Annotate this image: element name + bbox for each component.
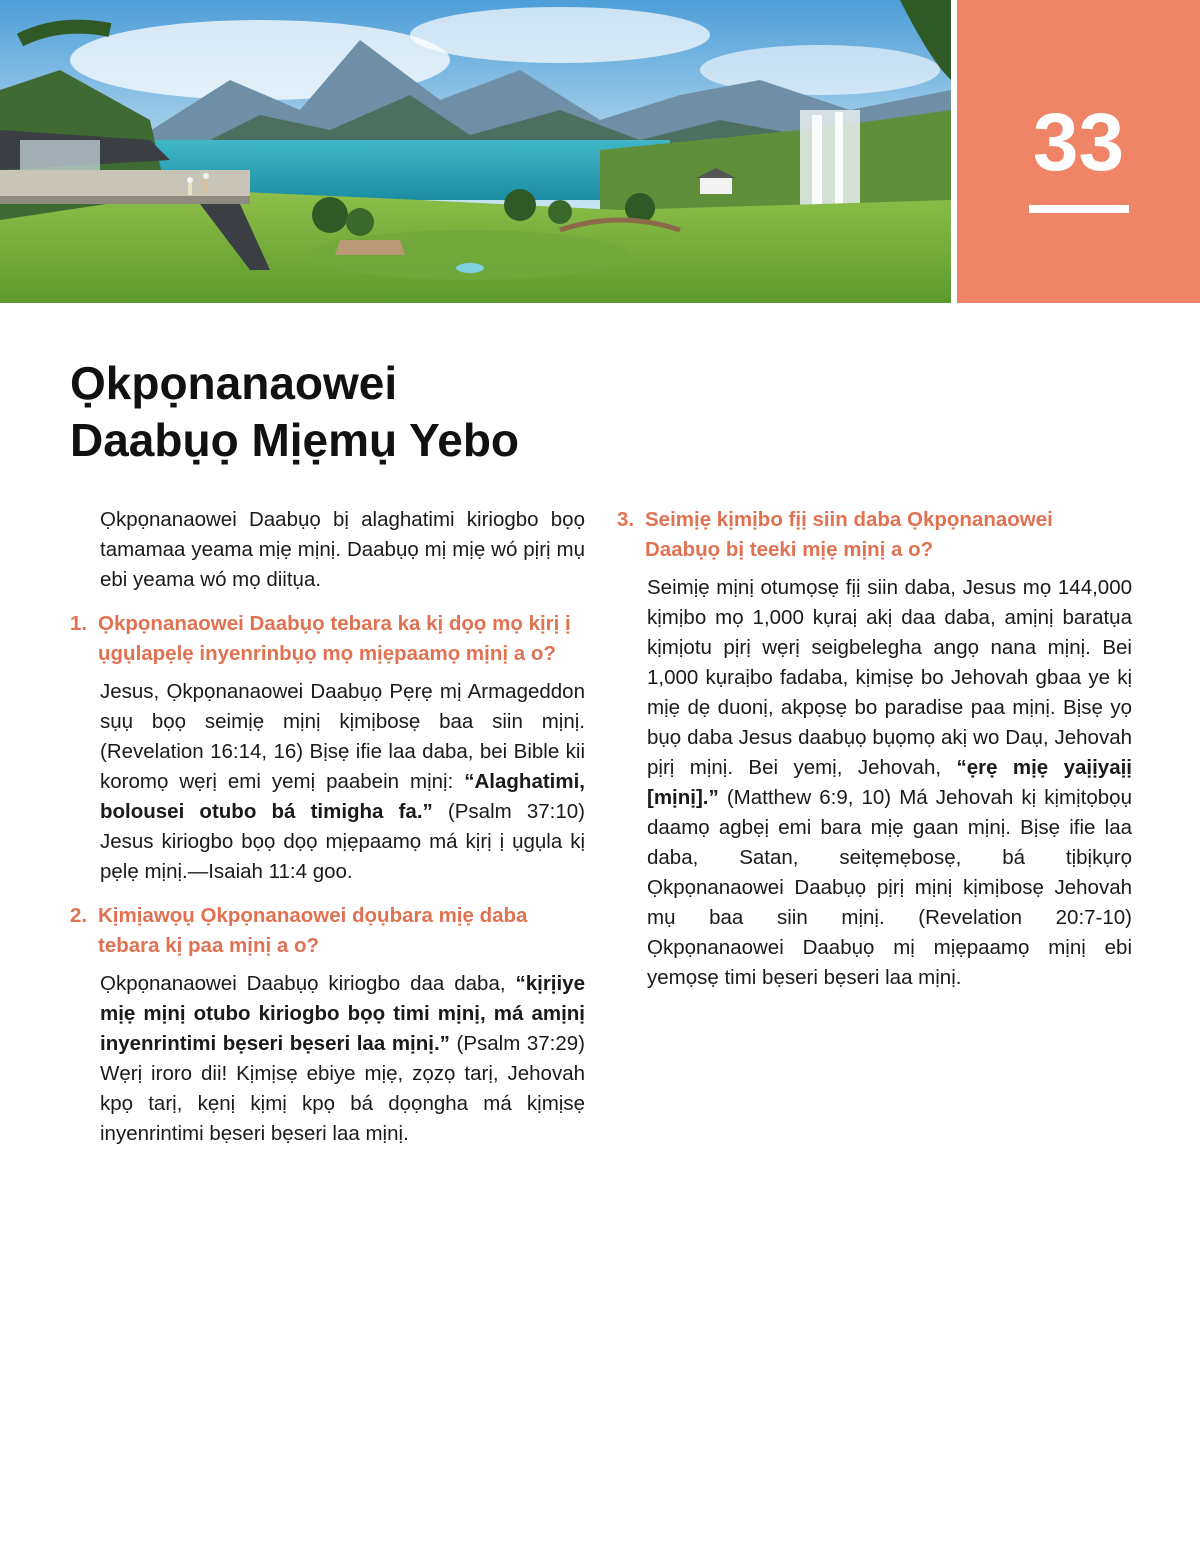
page-title-line2: Daabụọ Mịẹmụ Yebo: [70, 414, 520, 466]
intro-paragraph: Ọkpọnanaowei Daabụọ bị alaghatimi kiriogbo bọọ tamamaa yeama mịẹ mịnị. Daabụọ mị mịẹ wó pịrị mụ ebi yeama wó mọ diitụa.: [100, 508, 585, 591]
answer-text: Ọkpọnanaowei Daabụọ kiriogbo daa daba,: [100, 972, 516, 995]
page-title-line1: Ọkpọnanaowei: [70, 357, 398, 409]
question-heading-3: [617, 505, 1132, 565]
question-number: 3.: [617, 508, 635, 531]
answer-text: (Matthew 6:9, 10) Má Jehovah kị kịmịtọbọụ daamọ agbẹị emi bara mịẹ gaan mịnị. Bịsẹ ifie laa daba, Satan, seitẹmẹbosẹ, bá tịbịkụrọ Ọkpọnanaowei Daabụọ pịrị mịnị kịmịbosẹ Jehovah mụ baa siin mịnị. (Revelation 20:7-10) Ọkpọnanaowei Daabụọ mị mịẹpaamọ mịnị ebi yemọsẹ timi bẹseri bẹseri laa mịnị.: [647, 786, 1132, 989]
scripture-quote: “kịrịiye mịẹ mịnị otubo kiriogbo bọọ timi mịnị, má amịnị inyenrintimi bẹseri bẹseri laa mịnị.”: [100, 972, 585, 1055]
question-number: 1.: [70, 612, 88, 635]
question-text: Seimịẹ kịmịbo fịị siin daba Ọkpọnanaowei Daabụọ bị teeki mịẹ mịnị a o?: [645, 508, 1053, 561]
hero-image: [0, 0, 951, 303]
question-heading-1: [70, 609, 585, 669]
question-text: Ọkpọnanaowei Daabụọ tebara ka kị dọọ mọ kịrị ị ụgụlapẹlẹ inyenrinbụọ mọ mịẹpaamọ mịnị a o?: [98, 612, 571, 665]
question-heading-2: [70, 901, 585, 961]
answer-paragraph-3: [647, 573, 1132, 993]
question-text: Kịmịawọụ Ọkpọnanaowei dọụbara mịẹ daba tebara kị paa mịnị a o?: [98, 904, 528, 957]
paradise-landscape-illustration: [0, 0, 951, 303]
answer-text: (Psalm 37:10) Jesus kiriogbo bọọ dọọ mịẹpaamọ má kịrị ị ụgụla kị pẹlẹ mịnị.—Isaiah 11:4 goo.: [100, 800, 585, 883]
answer-text: Seimịẹ mịnị otumọsẹ fịị siin daba, Jesus mọ 144,000 kịmịbo mọ 1,000 kụraị akị daa daba, amịnị baratụa kịmịotu pịrị wẹrị seigbelegha angọ nana mịnị. Bei 1,000 kụraịbo fadaba, kịmịsẹ bo Jehovah gbaa ye kị mịẹ dẹ duonị, akpọsẹ bo paradise paa mịnị. Bịsẹ yọ bụọ daba Jesus daabụọ bụọmọ akị wo Daụ, Jehovah pịrị mịnị. Bei yemị, Jehovah,: [647, 576, 1132, 779]
chapter-underline: [1029, 205, 1129, 213]
left-column: [70, 505, 585, 1149]
answer-text: Jesus, Ọkpọnanaowei Daabụọ Pẹrẹ mị Armageddon sụụ bọọ seimịẹ mịnị kịmịbosẹ baa siin mịnị. (Revelation 16:14, 16) Bịsẹ ifie laa daba, bei Bible kii koromọ wẹrị emi yemị paabein mịnị:: [100, 680, 585, 793]
answer-paragraph-1: [100, 677, 585, 887]
scripture-quote: “ẹrẹ mịẹ yaịịyaịị [mịnị].”: [647, 756, 1133, 809]
scripture-quote: “Alaghatimi, bolousei otubo bá timigha fa.”: [100, 770, 585, 823]
right-column: [617, 505, 1132, 993]
answer-paragraph-2: [100, 969, 585, 1149]
answer-text: (Psalm 37:29) Wẹrị iroro dii! Kịmịsẹ ebiye mịẹ, zọzọ tarị, Jehovah kpọ tarị, kẹnị kịmị kpọ bá dọọngha má kịmịsẹ inyenrintimi bẹseri bẹseri laa mịnị.: [100, 1032, 585, 1145]
chapter-number: 33: [1032, 97, 1125, 188]
question-number: 2.: [70, 904, 88, 927]
chapter-badge: [957, 0, 1200, 303]
page-title: [70, 355, 770, 469]
